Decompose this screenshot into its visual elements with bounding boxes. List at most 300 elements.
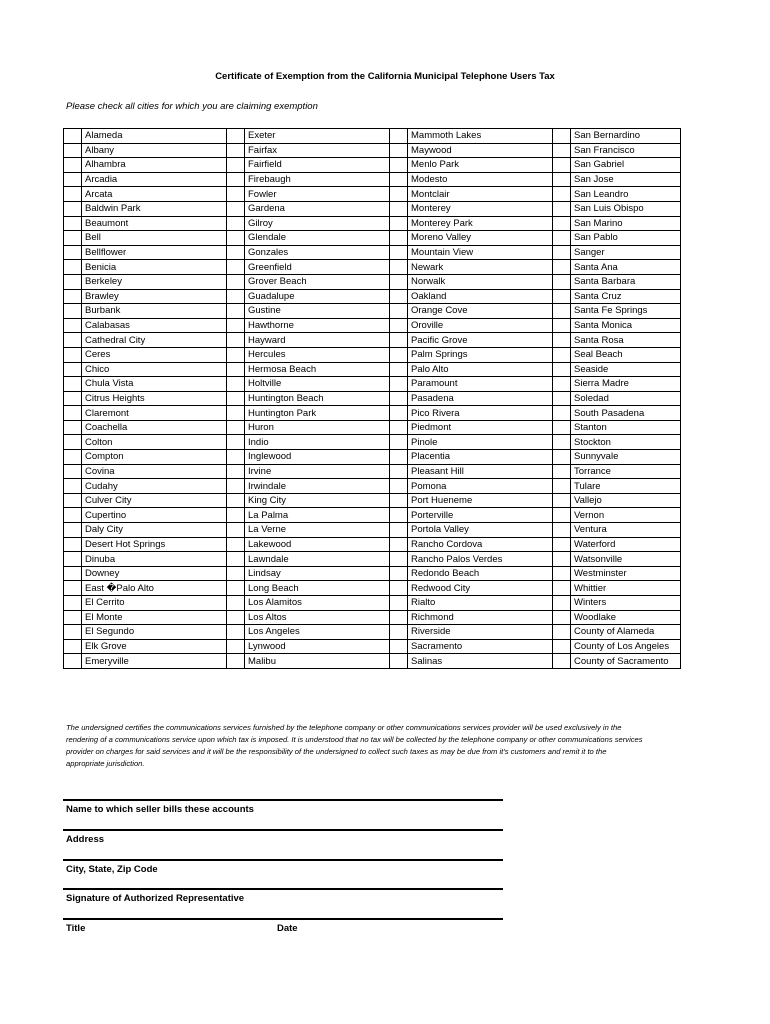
city-checkbox[interactable] <box>227 318 245 333</box>
city-checkbox[interactable] <box>227 552 245 567</box>
city-name: San Luis Obispo <box>571 201 681 216</box>
city-name: Woodlake <box>571 610 681 625</box>
city-checkbox[interactable] <box>390 537 408 552</box>
city-name: Gilroy <box>245 216 390 231</box>
city-name: Paramount <box>408 377 553 392</box>
city-checkbox[interactable] <box>553 347 571 362</box>
title-date-field[interactable] <box>63 918 503 934</box>
city-name: Albany <box>82 143 227 158</box>
city-name: Firebaugh <box>245 172 390 187</box>
city-row <box>64 479 681 494</box>
city-checkbox[interactable] <box>227 435 245 450</box>
city-name: Gardena <box>245 201 390 216</box>
city-name: Redondo Beach <box>408 566 553 581</box>
city-name: Hayward <box>245 333 390 348</box>
city-checkbox[interactable] <box>227 625 245 640</box>
date-label: Date <box>277 923 298 934</box>
city-name: South Pasadena <box>571 406 681 421</box>
city-checkbox[interactable] <box>553 450 571 465</box>
city-name: Pomona <box>408 479 553 494</box>
city-checkbox[interactable] <box>64 289 82 304</box>
city-name: Burbank <box>82 304 227 319</box>
city-checkbox[interactable] <box>64 406 82 421</box>
city-row <box>64 391 681 406</box>
city-name: Redwood City <box>408 581 553 596</box>
city-name: Newark <box>408 260 553 275</box>
city-checkbox[interactable] <box>390 231 408 246</box>
city-name: Waterford <box>571 537 681 552</box>
city-name: Sierra Madre <box>571 377 681 392</box>
city-checkbox[interactable] <box>64 625 82 640</box>
city-checkbox[interactable] <box>64 523 82 538</box>
city-checkbox[interactable] <box>390 289 408 304</box>
city-name: La Verne <box>245 523 390 538</box>
city-row <box>64 552 681 567</box>
city-checkbox[interactable] <box>390 464 408 479</box>
city-name: Citrus Heights <box>82 391 227 406</box>
city-name: Modesto <box>408 172 553 187</box>
city-name: Fairfield <box>245 158 390 173</box>
city-name: La Palma <box>245 508 390 523</box>
city-name: Malibu <box>245 654 390 669</box>
city-checkbox[interactable] <box>390 143 408 158</box>
city-checkbox[interactable] <box>390 508 408 523</box>
city-name: Los Angeles <box>245 625 390 640</box>
city-checkbox[interactable] <box>64 654 82 669</box>
city-checkbox[interactable] <box>553 158 571 173</box>
city-name: Gonzales <box>245 245 390 260</box>
city-name: Lindsay <box>245 566 390 581</box>
city-name: Huron <box>245 420 390 435</box>
city-name: Ventura <box>571 523 681 538</box>
city-name: El Monte <box>82 610 227 625</box>
city-checkbox[interactable] <box>390 362 408 377</box>
city-name: Lawndale <box>245 552 390 567</box>
city-checkbox[interactable] <box>227 377 245 392</box>
city-checkbox[interactable] <box>553 216 571 231</box>
city-name: Santa Fe Springs <box>571 304 681 319</box>
city-checkbox[interactable] <box>227 596 245 611</box>
city-checkbox[interactable] <box>227 347 245 362</box>
city-checkbox[interactable] <box>390 610 408 625</box>
city-row <box>64 625 681 640</box>
city-name: Dinuba <box>82 552 227 567</box>
city-name: Montclair <box>408 187 553 202</box>
city-checkbox[interactable] <box>227 129 245 144</box>
city-checkbox[interactable] <box>64 347 82 362</box>
city-checkbox[interactable] <box>553 581 571 596</box>
city-name: Elk Grove <box>82 639 227 654</box>
city-name: Pacific Grove <box>408 333 553 348</box>
city-checkbox[interactable] <box>64 420 82 435</box>
city-name: Santa Cruz <box>571 289 681 304</box>
city-checkbox[interactable] <box>227 523 245 538</box>
city-name: Mountain View <box>408 245 553 260</box>
city-checkbox[interactable] <box>227 289 245 304</box>
city-name: Pasadena <box>408 391 553 406</box>
city-checkbox[interactable] <box>553 231 571 246</box>
city-checkbox[interactable] <box>553 610 571 625</box>
city-name: Norwalk <box>408 274 553 289</box>
city-row <box>64 406 681 421</box>
city-checkbox[interactable] <box>553 508 571 523</box>
city-row <box>64 508 681 523</box>
city-name: Los Altos <box>245 610 390 625</box>
city-checkbox[interactable] <box>227 201 245 216</box>
city-name: Exeter <box>245 129 390 144</box>
city-checkbox[interactable] <box>553 274 571 289</box>
address-field-label: Address <box>66 834 105 845</box>
city-checkbox[interactable] <box>64 464 82 479</box>
city-name: Port Hueneme <box>408 493 553 508</box>
city-name: Santa Rosa <box>571 333 681 348</box>
city-row <box>64 245 681 260</box>
city-checkbox[interactable] <box>553 596 571 611</box>
city-name: Arcadia <box>82 172 227 187</box>
city-checkbox[interactable] <box>64 362 82 377</box>
city-checkbox[interactable] <box>553 201 571 216</box>
city-checkbox[interactable] <box>227 537 245 552</box>
city-checkbox[interactable] <box>390 581 408 596</box>
city-checkbox[interactable] <box>553 464 571 479</box>
city-checkbox[interactable] <box>64 231 82 246</box>
city-row <box>64 537 681 552</box>
city-name: King City <box>245 493 390 508</box>
city-checkbox[interactable] <box>64 201 82 216</box>
city-checkbox[interactable] <box>64 187 82 202</box>
city-checkbox[interactable] <box>553 172 571 187</box>
city-name: Huntington Beach <box>245 391 390 406</box>
city-checkbox[interactable] <box>390 318 408 333</box>
city-checkbox[interactable] <box>553 566 571 581</box>
city-checkbox[interactable] <box>390 639 408 654</box>
city-checkbox[interactable] <box>227 216 245 231</box>
city-name: Whittier <box>571 581 681 596</box>
city-row <box>64 318 681 333</box>
city-row <box>64 464 681 479</box>
city-checkbox[interactable] <box>553 318 571 333</box>
city-row <box>64 172 681 187</box>
city-checkbox[interactable] <box>390 566 408 581</box>
city-checkbox[interactable] <box>64 639 82 654</box>
city-row <box>64 362 681 377</box>
address-field[interactable] <box>63 829 503 845</box>
city-name: Placentia <box>408 450 553 465</box>
city-name: Menlo Park <box>408 158 553 173</box>
city-row <box>64 216 681 231</box>
city-name: Pico Rivera <box>408 406 553 421</box>
city-name: Sacramento <box>408 639 553 654</box>
city-checkbox[interactable] <box>390 158 408 173</box>
city-row <box>64 347 681 362</box>
city-checkbox[interactable] <box>553 304 571 319</box>
city-name: Calabasas <box>82 318 227 333</box>
city-name: Rancho Palos Verdes <box>408 552 553 567</box>
city-name: Fowler <box>245 187 390 202</box>
city-row <box>64 654 681 669</box>
city-row <box>64 581 681 596</box>
city-row <box>64 333 681 348</box>
city-checkbox[interactable] <box>390 654 408 669</box>
city-checkbox[interactable] <box>64 260 82 275</box>
city-checkbox[interactable] <box>553 245 571 260</box>
city-name: Santa Ana <box>571 260 681 275</box>
city-checkbox[interactable] <box>64 493 82 508</box>
city-checkbox[interactable] <box>390 245 408 260</box>
city-checkbox[interactable] <box>227 493 245 508</box>
city-checkbox[interactable] <box>227 566 245 581</box>
city-checkbox[interactable] <box>390 493 408 508</box>
city-name: San Bernardino <box>571 129 681 144</box>
city-checkbox[interactable] <box>227 187 245 202</box>
city-checkbox[interactable] <box>553 391 571 406</box>
city-name: Alameda <box>82 129 227 144</box>
city-name: Rancho Cordova <box>408 537 553 552</box>
city-name: San Francisco <box>571 143 681 158</box>
city-checkbox[interactable] <box>390 391 408 406</box>
city-checkbox[interactable] <box>390 625 408 640</box>
city-name: San Marino <box>571 216 681 231</box>
city-checkbox[interactable] <box>227 304 245 319</box>
city-checkbox[interactable] <box>64 143 82 158</box>
city-state-zip-label: City, State, Zip Code <box>66 864 158 875</box>
city-name: Daly City <box>82 523 227 538</box>
city-name: Chico <box>82 362 227 377</box>
city-checkbox[interactable] <box>390 333 408 348</box>
city-checkbox[interactable] <box>390 420 408 435</box>
city-checkbox[interactable] <box>64 245 82 260</box>
city-checkbox[interactable] <box>64 537 82 552</box>
city-name: Hermosa Beach <box>245 362 390 377</box>
city-name: Maywood <box>408 143 553 158</box>
city-row <box>64 420 681 435</box>
city-name: Compton <box>82 450 227 465</box>
city-row <box>64 289 681 304</box>
city-checkbox[interactable] <box>64 596 82 611</box>
city-name: Baldwin Park <box>82 201 227 216</box>
city-name: Arcata <box>82 187 227 202</box>
city-checkbox[interactable] <box>227 508 245 523</box>
city-checkbox[interactable] <box>553 552 571 567</box>
city-name: Monterey <box>408 201 553 216</box>
city-name: Vernon <box>571 508 681 523</box>
city-name: Downey <box>82 566 227 581</box>
city-checkbox[interactable] <box>390 523 408 538</box>
city-name: Huntington Park <box>245 406 390 421</box>
city-state-zip-field[interactable] <box>63 859 503 875</box>
city-checkbox[interactable] <box>553 420 571 435</box>
city-checkbox[interactable] <box>553 362 571 377</box>
city-checkbox[interactable] <box>64 129 82 144</box>
city-checkbox[interactable] <box>227 245 245 260</box>
city-checkbox[interactable] <box>390 172 408 187</box>
signature-field[interactable] <box>63 888 503 904</box>
city-name: Ceres <box>82 347 227 362</box>
city-name: San Gabriel <box>571 158 681 173</box>
city-name: Soledad <box>571 391 681 406</box>
city-name: Torrance <box>571 464 681 479</box>
city-name: Bellflower <box>82 245 227 260</box>
city-checkbox[interactable] <box>553 129 571 144</box>
city-name: Indio <box>245 435 390 450</box>
city-checkbox[interactable] <box>227 143 245 158</box>
name-field-label: Name to which seller bills these accounts <box>66 804 254 815</box>
city-checkbox[interactable] <box>390 260 408 275</box>
city-row <box>64 274 681 289</box>
city-checkbox[interactable] <box>64 274 82 289</box>
city-checkbox[interactable] <box>390 274 408 289</box>
city-name: Beaumont <box>82 216 227 231</box>
city-checkbox[interactable] <box>390 406 408 421</box>
city-checkbox[interactable] <box>553 289 571 304</box>
city-checkbox[interactable] <box>390 596 408 611</box>
city-name: Vallejo <box>571 493 681 508</box>
city-checkbox[interactable] <box>553 333 571 348</box>
city-checkbox[interactable] <box>64 450 82 465</box>
city-name: Seal Beach <box>571 347 681 362</box>
city-name: Lynwood <box>245 639 390 654</box>
city-name: Santa Barbara <box>571 274 681 289</box>
city-checkbox[interactable] <box>64 508 82 523</box>
city-checkbox[interactable] <box>227 231 245 246</box>
city-checkbox[interactable] <box>227 450 245 465</box>
city-checkbox[interactable] <box>64 216 82 231</box>
city-name: Colton <box>82 435 227 450</box>
city-checkbox[interactable] <box>64 435 82 450</box>
city-checkbox[interactable] <box>227 581 245 596</box>
city-checkbox[interactable] <box>390 435 408 450</box>
city-name: Oakland <box>408 289 553 304</box>
city-row <box>64 201 681 216</box>
city-checkbox[interactable] <box>227 406 245 421</box>
city-checkbox[interactable] <box>227 654 245 669</box>
city-name: Orange Cove <box>408 304 553 319</box>
city-row <box>64 435 681 450</box>
city-checkbox[interactable] <box>64 377 82 392</box>
city-checkbox[interactable] <box>227 479 245 494</box>
city-name: Oroville <box>408 318 553 333</box>
city-name: Tulare <box>571 479 681 494</box>
city-name: El Cerrito <box>82 596 227 611</box>
city-row <box>64 377 681 392</box>
city-checkbox[interactable] <box>227 172 245 187</box>
city-name: Irwindale <box>245 479 390 494</box>
city-name: Hawthorne <box>245 318 390 333</box>
city-checkbox[interactable] <box>390 304 408 319</box>
city-name: County of Los Angeles <box>571 639 681 654</box>
city-name: Stockton <box>571 435 681 450</box>
city-row <box>64 610 681 625</box>
city-name: Lakewood <box>245 537 390 552</box>
city-checkbox[interactable] <box>64 333 82 348</box>
city-checkbox[interactable] <box>553 639 571 654</box>
city-name: Greenfield <box>245 260 390 275</box>
city-name: Rialto <box>408 596 553 611</box>
city-checkbox[interactable] <box>64 172 82 187</box>
city-checkbox[interactable] <box>64 610 82 625</box>
city-name: Piedmont <box>408 420 553 435</box>
city-checkbox[interactable] <box>227 274 245 289</box>
city-name: Guadalupe <box>245 289 390 304</box>
instruction-text: Please check all cities for which you are claiming exemption <box>66 101 318 112</box>
city-checkbox[interactable] <box>227 639 245 654</box>
city-name: Westminster <box>571 566 681 581</box>
city-checkbox[interactable] <box>390 129 408 144</box>
city-checkbox[interactable] <box>553 654 571 669</box>
city-checkbox[interactable] <box>390 450 408 465</box>
city-checkbox[interactable] <box>390 187 408 202</box>
city-checkbox[interactable] <box>553 260 571 275</box>
city-checkbox[interactable] <box>64 391 82 406</box>
city-name: Pleasant Hill <box>408 464 553 479</box>
city-checkbox[interactable] <box>553 435 571 450</box>
city-checkbox[interactable] <box>227 158 245 173</box>
city-name: Bell <box>82 231 227 246</box>
name-field[interactable] <box>63 799 503 815</box>
city-name: County of Alameda <box>571 625 681 640</box>
city-checkbox[interactable] <box>553 187 571 202</box>
city-row <box>64 304 681 319</box>
city-name: County of Sacramento <box>571 654 681 669</box>
city-checkbox[interactable] <box>64 158 82 173</box>
city-name: Riverside <box>408 625 553 640</box>
city-row <box>64 158 681 173</box>
city-name: East �Palo Alto <box>82 581 227 596</box>
city-checkbox[interactable] <box>227 610 245 625</box>
city-checkbox[interactable] <box>553 479 571 494</box>
city-checkbox[interactable] <box>227 333 245 348</box>
city-name: Palm Springs <box>408 347 553 362</box>
city-name: Cudahy <box>82 479 227 494</box>
city-checkbox[interactable] <box>64 552 82 567</box>
city-checkbox[interactable] <box>64 304 82 319</box>
city-name: Long Beach <box>245 581 390 596</box>
city-checkbox[interactable] <box>553 377 571 392</box>
city-name: Sanger <box>571 245 681 260</box>
city-row <box>64 523 681 538</box>
city-name: Alhambra <box>82 158 227 173</box>
city-name: Santa Monica <box>571 318 681 333</box>
city-checkbox[interactable] <box>64 581 82 596</box>
city-checkbox[interactable] <box>64 566 82 581</box>
city-checkbox[interactable] <box>64 318 82 333</box>
city-checkbox[interactable] <box>227 362 245 377</box>
city-checkbox[interactable] <box>553 523 571 538</box>
city-checkbox[interactable] <box>390 552 408 567</box>
city-name: Moreno Valley <box>408 231 553 246</box>
city-checkbox[interactable] <box>553 537 571 552</box>
city-checkbox[interactable] <box>390 201 408 216</box>
city-checkbox[interactable] <box>553 625 571 640</box>
city-checkbox[interactable] <box>390 347 408 362</box>
city-checkbox[interactable] <box>64 479 82 494</box>
city-checkbox[interactable] <box>553 406 571 421</box>
city-checkbox[interactable] <box>390 479 408 494</box>
city-checkbox[interactable] <box>227 260 245 275</box>
city-checkbox[interactable] <box>227 420 245 435</box>
city-checkbox[interactable] <box>553 143 571 158</box>
city-checkbox[interactable] <box>227 464 245 479</box>
city-name: Grover Beach <box>245 274 390 289</box>
city-checkbox[interactable] <box>227 391 245 406</box>
city-checkbox[interactable] <box>553 493 571 508</box>
city-checkbox[interactable] <box>390 377 408 392</box>
city-name: Claremont <box>82 406 227 421</box>
city-row <box>64 143 681 158</box>
city-name: Portola Valley <box>408 523 553 538</box>
signature-label: Signature of Authorized Representative <box>66 893 245 904</box>
city-checkbox[interactable] <box>390 216 408 231</box>
